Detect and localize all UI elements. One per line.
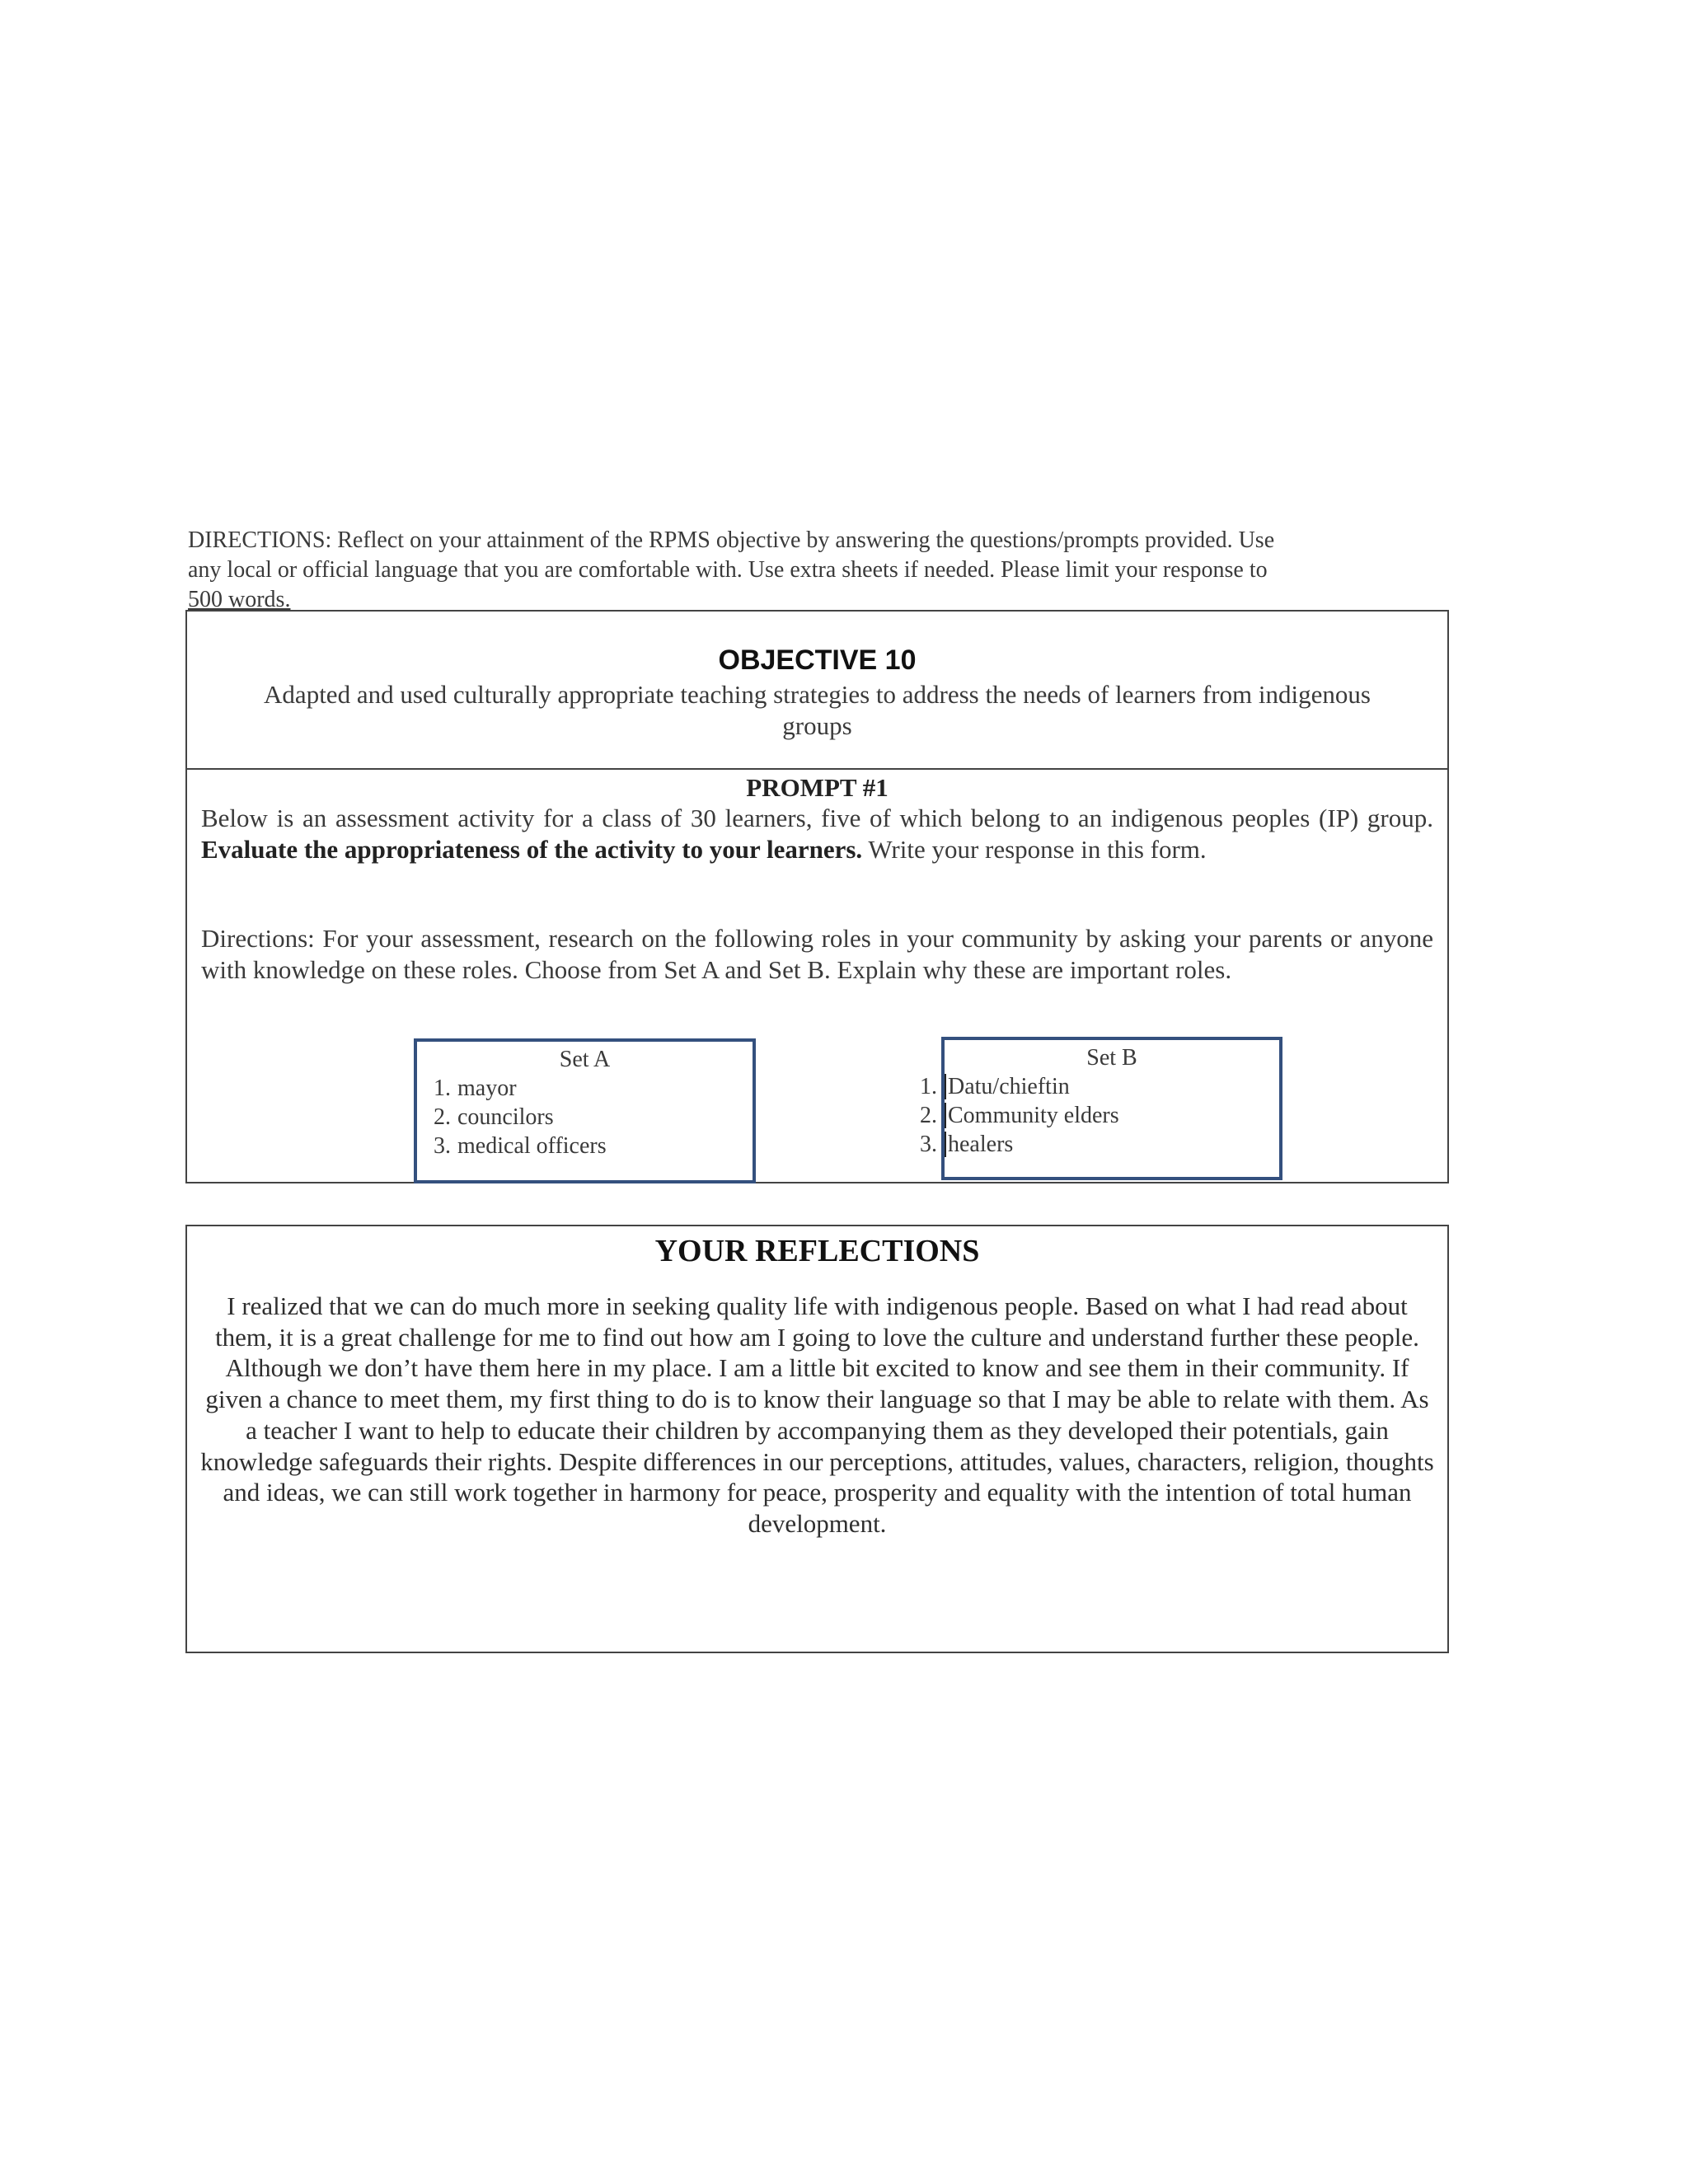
prompt-intro-bold: Evaluate the appropriateness of the activity to your learners. [201,835,863,864]
list-item-text: healers [945,1132,1013,1157]
prompt-directions: Directions: For your assessment, research on the following roles in your community by asking your parents or anyone with knowledge on these roles. Choose from Set A and Set B. Explain why these are important roles. [201,924,1433,984]
list-item-number: 3. [920,1132,937,1157]
list-item-number: 2. [920,1103,937,1128]
list-item-text: Community elders [945,1103,1119,1128]
prompt-intro-text: Below is an assessment activity for a class of 30 learners, five of which belong to an indigenous peoples (IP) group. [201,804,1433,832]
list-item [920,1101,1119,1130]
objective-description: Adapted and used culturally appropriate teaching strategies to address the needs of learners from indigenous groups [264,680,1371,740]
set-b-title: Set B [1086,1045,1137,1071]
set-a-box [414,1038,756,1183]
set-b-box [920,1037,1282,1180]
list-item [434,1074,607,1103]
list-item [434,1132,607,1160]
set-b-list [920,1072,1119,1159]
list-item-number: 1. [434,1076,451,1101]
objective-header [187,612,1447,770]
reflections-body: I realized that we can do much more in seeking quality life with indigenous people. Based on what I had read about them, it is a great challenge for me to find out how am I going to love the culture and understand further these people. Although we don’t have them here in my place. I am a little bit excited to know and see them in their community. If given a chance to meet them, my first thing to do is to know their language so that I may be able to relate with them. As a teacher I want to help to educate their children by accompanying them as they developed their potentials, gain knowledge safeguards their rights. Despite differences in our perceptions, attitudes, values, characters, religion, thoughts and ideas, we can still work together in harmony for peace, prosperity and equality with the intention of total human development. [200,1291,1434,1538]
list-item-number: 1. [920,1074,937,1099]
directions-text [188,526,1447,615]
list-item-number: 3. [434,1133,451,1159]
list-item [920,1130,1119,1159]
list-item-text: councilors [457,1104,554,1130]
set-a-title: Set A [559,1047,611,1072]
set-a-list [434,1074,607,1160]
list-item [920,1072,1119,1101]
directions-line-1: DIRECTIONS: Reflect on your attainment of the RPMS objective by answering the questions/prompts provided. Use [188,527,1275,553]
reflections-box [185,1225,1449,1653]
objective-box [185,610,1449,1183]
objective-title: OBJECTIVE 10 [718,644,917,676]
prompt-intro-tail: Write your response in this form. [862,835,1207,864]
prompt-intro [201,803,1433,865]
list-item-number: 2. [434,1104,451,1130]
list-item-text: mayor [457,1076,517,1101]
list-item-text: medical officers [457,1133,607,1159]
list-item-text: Datu/chieftin [945,1074,1070,1099]
directions-line-3: 500 words. [188,587,291,612]
list-item [434,1103,607,1132]
reflections-title: YOUR REFLECTIONS [654,1234,980,1268]
prompt-title: PROMPT #1 [746,773,889,802]
directions-line-2: any local or official language that you are comfortable with. Use extra sheets if needed. Please limit your response to [188,557,1268,583]
